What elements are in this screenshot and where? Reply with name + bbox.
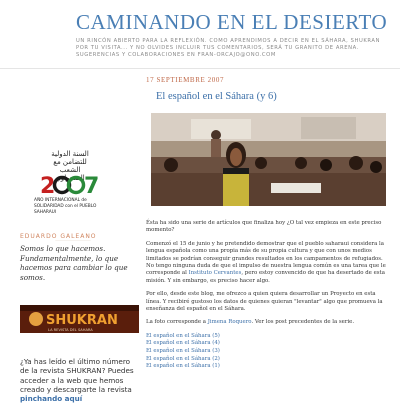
post-paragraph-1: Ésta ha sido una serie de artículos que finaliza hoy ¿O tal vez empieza en este preciso momento? (146, 220, 382, 234)
shukran-promo (20, 357, 138, 403)
shukran-title: SHUKRAN (46, 313, 118, 328)
blog-title[interactable]: CAMINANDO EN EL DESIERTO (76, 10, 388, 34)
svg-text:2: 2 (40, 174, 56, 198)
badge-year-logo (34, 170, 106, 198)
post-paragraph-4 (146, 319, 388, 326)
post-body (146, 220, 388, 371)
shukran-logo (20, 305, 139, 333)
badge-caption: AÑO INTERNACIONAL de SOLIDARIDAD con el PUEBLO SAHARAUI (34, 198, 97, 215)
shukran-banner[interactable] (20, 305, 139, 333)
shukran-promo-text: ¿Ya has leído el último número de la revista SHUKRAN? Puedes acceder a la web que hemos creado y descargarte la revista (20, 357, 134, 394)
post-paragraph-2 (146, 241, 388, 285)
post-title[interactable]: El español en el Sáhara (y 6) (156, 91, 277, 102)
post-paragraph-2-text: Comenzó el 15 de junio y he pretendido demostrar que el pueblo saharaui considera la lengua española como una propia más de su propia cultura y que con unos medios limitados se podrían conseguir grandes resultados en los campamentos de refugiados. No tengo ninguna duda de que el impulso de nuestra lengua común es una tarea que le corresponde al Instituto Cervantes, pero estoy convencido de que ha desertado de esta misión. Y sin embargo, es preciso hacer algo. (146, 240, 386, 284)
header-divider (0, 68, 400, 69)
sidebar-divider (20, 240, 126, 241)
badge-arabic-line1: السنة الدولية (51, 150, 89, 158)
post-date: 17 SEPTIEMBRE 2007 (146, 76, 225, 84)
badge-arabic-line2: للتضامن مع الشعب الصحراوي (53, 158, 87, 182)
series-link[interactable]: El español en el Sáhara (3) (146, 348, 220, 355)
photo-credit-suffix: . Ver los post precedentes de la serie. (251, 319, 355, 326)
series-link[interactable]: El español en el Sáhara (4) (146, 340, 220, 347)
series-links-list (146, 333, 388, 371)
shukran-tagline: LA REVISTA DEL SAHARA (48, 328, 93, 332)
instituto-cervantes-link[interactable]: Instituto Cervantes (188, 270, 242, 277)
post-photo (151, 113, 386, 206)
series-link[interactable]: El español en el Sáhara (2) (146, 355, 220, 362)
galeano-quote: Somos lo que hacemos. Fundamentalmente, lo que hacemos para cambiar lo que somos. (20, 244, 128, 282)
series-link[interactable]: El español en el Sáhara (5) (146, 332, 220, 339)
classroom-photo-image (151, 113, 386, 206)
post-paragraph-3: Por ello, desde este blog, me ofrezco a quien quiera desarrollar un Proyecto en esta línea. Y recibiré gustoso los datos de quienes quieran "levantar" algo que promueva la enseñanza del español en el Sáhara. (146, 291, 383, 313)
shukran-download-link[interactable]: pinchando aquí (20, 394, 83, 403)
svg-text:7: 7 (84, 174, 100, 198)
solidarity-year-badge[interactable] (34, 150, 106, 232)
series-link[interactable]: El español en el Sáhara (1) (146, 363, 220, 370)
blog-description: UN RINCÓN ABIERTO PARA LA REFLEXIÓN. COMO APRENDIMOS A DECIR EN EL SÁHARA, SHUKRAN POR TU VISITA... Y NO OLVIDES INCLUIR TUS COMENTARIOS, SERÁ TU GRANITO DE ARENA. SUGERENCIAS Y COLABORACIONES EN FRAN-ORCAJO@ONO.COM (76, 38, 381, 58)
galeano-heading: EDUARDO GALEANO (20, 233, 97, 240)
photo-credit-link[interactable]: Jimena Roquero (207, 319, 252, 326)
photo-credit-prefix: La foto corresponde a (146, 319, 206, 326)
